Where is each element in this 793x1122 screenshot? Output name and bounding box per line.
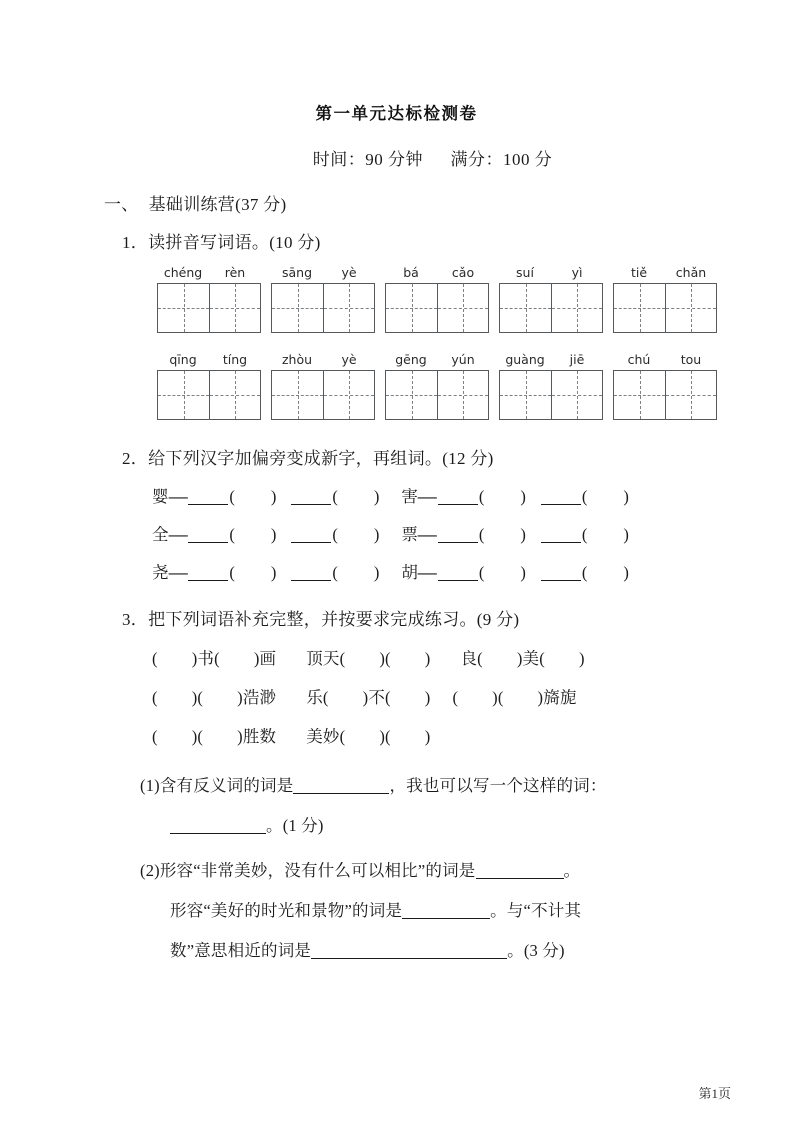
pinyin-pair (157, 263, 261, 283)
paren-close: ) (424, 688, 431, 707)
idiom-character: 浩渺 (242, 688, 277, 707)
paren-close: ) (520, 487, 526, 506)
tianzige-group (613, 350, 717, 420)
sub-question-1-line-2 (170, 812, 324, 836)
section-heading-1 (104, 190, 286, 215)
question-3-prompt: 把下列词语补充完整，并按要求完成练习。(9 分) (148, 610, 520, 629)
tianzige-cell[interactable] (614, 284, 665, 332)
paren-open: ( (214, 649, 220, 668)
base-character: 全 (152, 525, 169, 544)
paren-open: ( (152, 688, 158, 707)
tianzige-group (157, 350, 261, 420)
answer-paren[interactable] (229, 563, 276, 583)
tianzige-cell[interactable] (272, 371, 323, 419)
answer-paren[interactable] (323, 688, 368, 708)
answer-paren[interactable] (197, 688, 242, 708)
answer-paren[interactable] (152, 727, 197, 747)
pinyin-syllable: qīng (169, 352, 197, 367)
sub-question-2-text-3b: 。(3 分) (507, 941, 565, 960)
tianzige-group (385, 350, 489, 420)
sub-question-2-text-2b: 。与“不计其 (490, 901, 582, 920)
idiom-character: 书 (197, 649, 215, 668)
answer-paren[interactable] (582, 487, 629, 507)
tianzige-cell[interactable] (209, 371, 260, 419)
paren-open: ( (339, 727, 346, 746)
pinyin-syllable: bá (403, 265, 419, 280)
paren-close: ) (578, 649, 585, 668)
idiom-character: 顶天 (306, 649, 340, 668)
paren-open: ( (332, 525, 338, 544)
tianzige-group (385, 263, 489, 333)
sub-question-2-text-1a: 形容“非常美妙，没有什么可以相比”的词是 (159, 861, 476, 880)
arrow-dash: — (168, 525, 188, 544)
answer-blank[interactable] (311, 958, 507, 959)
paren-close: ) (492, 688, 498, 707)
idiom-blank-item[interactable] (306, 645, 430, 669)
pinyin-syllable: guàng (505, 352, 545, 367)
tianzige-cell[interactable] (500, 371, 551, 419)
answer-blank[interactable] (438, 542, 478, 543)
paren-open: ( (539, 649, 545, 668)
answer-blank[interactable] (541, 504, 581, 505)
idiom-blank-item[interactable] (460, 645, 584, 669)
pinyin-pair (499, 263, 603, 283)
answer-paren[interactable] (229, 487, 276, 507)
paren-open: ( (385, 727, 391, 746)
tianzige-cell[interactable] (209, 284, 260, 332)
sub-question-1-text-a: 含有反义词的词是 (159, 776, 294, 795)
tianzige-boxes[interactable] (385, 370, 489, 420)
tianzige-cell[interactable] (158, 371, 209, 419)
paren-close: ) (373, 525, 380, 544)
tianzige-boxes[interactable] (271, 370, 375, 420)
question-1-heading (122, 228, 321, 253)
pinyin-pair (499, 350, 603, 370)
question-2-heading (122, 444, 494, 469)
arrow-dash: — (417, 487, 438, 506)
tianzige-group (499, 350, 603, 420)
answer-paren[interactable] (197, 727, 242, 747)
answer-paren[interactable] (385, 688, 430, 708)
paren-open: ( (332, 487, 338, 506)
idiom-character: 乐 (306, 688, 323, 707)
paren-open: ( (152, 649, 158, 668)
sub-question-1-text-c: 。(1 分) (266, 816, 324, 835)
pinyin-pair (157, 350, 261, 370)
answer-paren[interactable] (152, 649, 197, 669)
tianzige-cell[interactable] (551, 284, 602, 332)
answer-blank[interactable] (541, 580, 581, 581)
pinyin-syllable: yè (341, 265, 357, 280)
radical-item (152, 521, 379, 545)
paren-open: ( (581, 525, 588, 544)
tianzige-group (271, 350, 375, 420)
paren-close: ) (270, 563, 277, 582)
tianzige-boxes[interactable] (613, 370, 717, 420)
base-character: 票 (401, 525, 419, 544)
paren-open: ( (229, 563, 235, 582)
idiom-character: 美妙 (306, 727, 340, 746)
answer-paren[interactable] (385, 727, 430, 747)
paren-open: ( (322, 688, 329, 707)
answer-paren[interactable] (498, 688, 543, 708)
paren-open: ( (452, 688, 459, 707)
exam-score-label: 满分：100 分 (450, 150, 553, 169)
paren-close: ) (623, 525, 629, 544)
tianzige-boxes[interactable] (157, 370, 261, 420)
radical-item (401, 483, 628, 507)
pinyin-pair (385, 350, 489, 370)
paren-open: ( (477, 649, 483, 668)
paren-close: ) (537, 688, 544, 707)
answer-blank[interactable] (291, 542, 331, 543)
question-1-prompt: 读拼音写词语。(10 分) (148, 233, 321, 252)
pinyin-syllable: gēng (395, 352, 427, 367)
base-character: 尧 (152, 563, 169, 582)
answer-paren[interactable] (452, 688, 497, 708)
answer-paren[interactable] (152, 688, 197, 708)
answer-paren[interactable] (479, 563, 526, 583)
paren-close: ) (623, 563, 629, 582)
question-2-number: 2． (122, 449, 149, 468)
sub-question-2-line-1 (140, 857, 580, 881)
paren-close: ) (379, 727, 386, 746)
tianzige-cell[interactable] (551, 371, 602, 419)
pinyin-pair (271, 350, 375, 370)
pinyin-pair (271, 263, 375, 283)
paren-open: ( (197, 727, 204, 746)
paren-close: ) (270, 525, 277, 544)
answer-blank[interactable] (170, 833, 266, 834)
paren-close: ) (373, 563, 380, 582)
idiom-character: 胜数 (242, 727, 277, 746)
radical-item (401, 559, 628, 583)
answer-paren[interactable] (229, 525, 276, 545)
answer-paren[interactable] (214, 649, 259, 669)
paren-close: ) (516, 649, 523, 668)
idiom-character: 旖旎 (543, 688, 577, 707)
paren-close: ) (191, 688, 198, 707)
sub-question-1-label: (1) (140, 776, 160, 795)
idiom-row (152, 723, 430, 747)
paren-close: ) (237, 688, 243, 707)
paren-close: ) (270, 487, 277, 506)
pinyin-syllable: tiě (630, 265, 648, 280)
idiom-row (152, 645, 585, 669)
tianzige-cell[interactable] (437, 284, 488, 332)
paren-open: ( (339, 649, 346, 668)
base-character: 害 (401, 487, 419, 506)
tianzige-boxes[interactable] (157, 283, 261, 333)
pinyin-syllable: chéng (163, 265, 203, 280)
idiom-blank-item[interactable] (152, 723, 276, 747)
pinyin-syllable: tíng (222, 352, 248, 367)
answer-paren[interactable] (332, 563, 379, 583)
section-title: 基础训练营(37 分) (148, 195, 287, 214)
tianzige-group (499, 263, 603, 333)
tianzige-cell[interactable] (614, 371, 665, 419)
tianzige-cell[interactable] (323, 371, 374, 419)
page-title: 第一单元达标检测卷 (315, 104, 478, 123)
idiom-blank-item[interactable] (306, 723, 430, 747)
paren-close: ) (191, 649, 198, 668)
idiom-character: 美 (522, 649, 540, 668)
paren-open: ( (332, 563, 338, 582)
paren-open: ( (478, 563, 485, 582)
exam-meta (0, 145, 793, 170)
idiom-blank-item[interactable] (452, 684, 576, 708)
tianzige-cell[interactable] (386, 284, 437, 332)
paren-open: ( (229, 525, 235, 544)
idiom-blank-item[interactable] (152, 684, 276, 708)
answer-blank[interactable] (291, 504, 331, 505)
idiom-row (152, 684, 577, 708)
answer-paren[interactable] (332, 487, 379, 507)
question-3-number: 3． (122, 610, 149, 629)
arrow-dash: — (417, 525, 438, 544)
tianzige-boxes[interactable] (385, 283, 489, 333)
paren-open: ( (152, 727, 158, 746)
tianzige-boxes[interactable] (271, 283, 375, 333)
tianzige-boxes[interactable] (499, 283, 603, 333)
question-3-heading (122, 605, 519, 630)
radical-item (401, 521, 628, 545)
paren-close: ) (362, 688, 369, 707)
radical-item (152, 559, 379, 583)
radical-row (152, 559, 629, 583)
answer-paren[interactable] (479, 525, 526, 545)
answer-blank[interactable] (188, 504, 228, 505)
exam-time-label: 时间：90 分钟 (312, 150, 423, 169)
section-number: 一、 (104, 195, 139, 214)
radical-row (152, 521, 629, 545)
sub-question-2-text-1b: 。 (563, 861, 581, 880)
tianzige-row-2 (157, 350, 717, 422)
paren-open: ( (581, 487, 588, 506)
pinyin-pair (613, 263, 717, 283)
pinyin-syllable: yè (341, 352, 357, 367)
paren-close: ) (379, 649, 386, 668)
answer-blank[interactable] (541, 542, 581, 543)
tianzige-cell[interactable] (437, 371, 488, 419)
paren-open: ( (478, 487, 485, 506)
answer-blank[interactable] (438, 504, 478, 505)
question-2-prompt: 给下列汉字加偏旁变成新字，再组词。(12 分) (148, 449, 494, 468)
paren-close: ) (237, 727, 243, 746)
tianzige-cell[interactable] (500, 284, 551, 332)
paren-close: ) (520, 563, 526, 582)
sub-question-1-line-1 (140, 772, 607, 796)
idiom-character: 画 (259, 649, 277, 668)
answer-blank[interactable] (188, 580, 228, 581)
paren-open: ( (497, 688, 504, 707)
pinyin-pair (613, 350, 717, 370)
paren-open: ( (385, 688, 391, 707)
answer-blank[interactable] (438, 580, 478, 581)
pinyin-syllable: zhòu (281, 352, 313, 367)
pinyin-syllable: yún (451, 352, 475, 367)
sub-question-2-text-3a: 数”意思相近的词是 (170, 941, 312, 960)
page-footer: 第1页 (698, 1086, 731, 1101)
answer-blank[interactable] (188, 542, 228, 543)
idiom-blank-item[interactable] (306, 684, 430, 708)
tianzige-cell[interactable] (158, 284, 209, 332)
sub-question-1-text-b: ，我也可以写一个这样的词： (389, 776, 607, 795)
idiom-character: 不 (368, 688, 386, 707)
answer-blank[interactable] (476, 878, 564, 879)
paren-open: ( (581, 563, 588, 582)
answer-paren[interactable] (539, 649, 584, 669)
paren-close: ) (191, 727, 198, 746)
answer-paren[interactable] (477, 649, 522, 669)
paren-close: ) (253, 649, 260, 668)
tianzige-row-1 (157, 263, 717, 335)
pinyin-syllable: jiē (569, 352, 585, 367)
tianzige-group (613, 263, 717, 333)
answer-paren[interactable] (340, 727, 385, 747)
pinyin-syllable: yì (571, 265, 583, 280)
answer-paren[interactable] (332, 525, 379, 545)
question-1-number: 1． (122, 233, 149, 252)
sub-question-2-line-3 (170, 937, 565, 961)
pinyin-pair (385, 263, 489, 283)
pinyin-syllable: chǎn (675, 265, 707, 280)
answer-paren[interactable] (385, 649, 430, 669)
tianzige-cell[interactable] (665, 371, 716, 419)
tianzige-cell[interactable] (665, 284, 716, 332)
answer-blank[interactable] (293, 793, 389, 794)
arrow-dash: — (417, 563, 438, 582)
sub-question-2-text-2a: 形容“美好的时光和景物”的词是 (170, 901, 403, 920)
tianzige-cell[interactable] (386, 371, 437, 419)
pinyin-syllable: chú (627, 352, 651, 367)
paren-close: ) (424, 727, 431, 746)
answer-paren[interactable] (582, 563, 629, 583)
answer-blank[interactable] (402, 918, 490, 919)
tianzige-cell[interactable] (323, 284, 374, 332)
answer-blank[interactable] (291, 580, 331, 581)
tianzige-boxes[interactable] (499, 370, 603, 420)
pinyin-syllable: tou (680, 352, 702, 367)
pinyin-syllable: rèn (224, 265, 246, 280)
radical-row (152, 483, 629, 507)
tianzige-boxes[interactable] (613, 283, 717, 333)
paren-open: ( (229, 487, 235, 506)
paren-close: ) (424, 649, 431, 668)
tianzige-group (271, 263, 375, 333)
tianzige-cell[interactable] (272, 284, 323, 332)
arrow-dash: — (168, 563, 188, 582)
pinyin-syllable: sāng (281, 265, 313, 280)
base-character: 胡 (401, 563, 419, 582)
paren-close: ) (520, 525, 526, 544)
answer-paren[interactable] (479, 487, 526, 507)
paren-close: ) (373, 487, 380, 506)
tianzige-group (157, 263, 261, 333)
idiom-blank-item[interactable] (152, 645, 276, 669)
paren-open: ( (197, 688, 204, 707)
sub-question-2-label: (2) (140, 861, 160, 880)
answer-paren[interactable] (340, 649, 385, 669)
paren-open: ( (478, 525, 485, 544)
arrow-dash: — (168, 487, 188, 506)
sub-question-2-line-2 (170, 897, 581, 921)
answer-paren[interactable] (582, 525, 629, 545)
paren-open: ( (385, 649, 391, 668)
pinyin-syllable: cǎo (451, 265, 475, 280)
radical-item (152, 483, 379, 507)
base-character: 婴 (152, 487, 169, 506)
paren-close: ) (623, 487, 629, 506)
idiom-character: 良 (460, 649, 478, 668)
pinyin-syllable: suí (516, 265, 534, 280)
